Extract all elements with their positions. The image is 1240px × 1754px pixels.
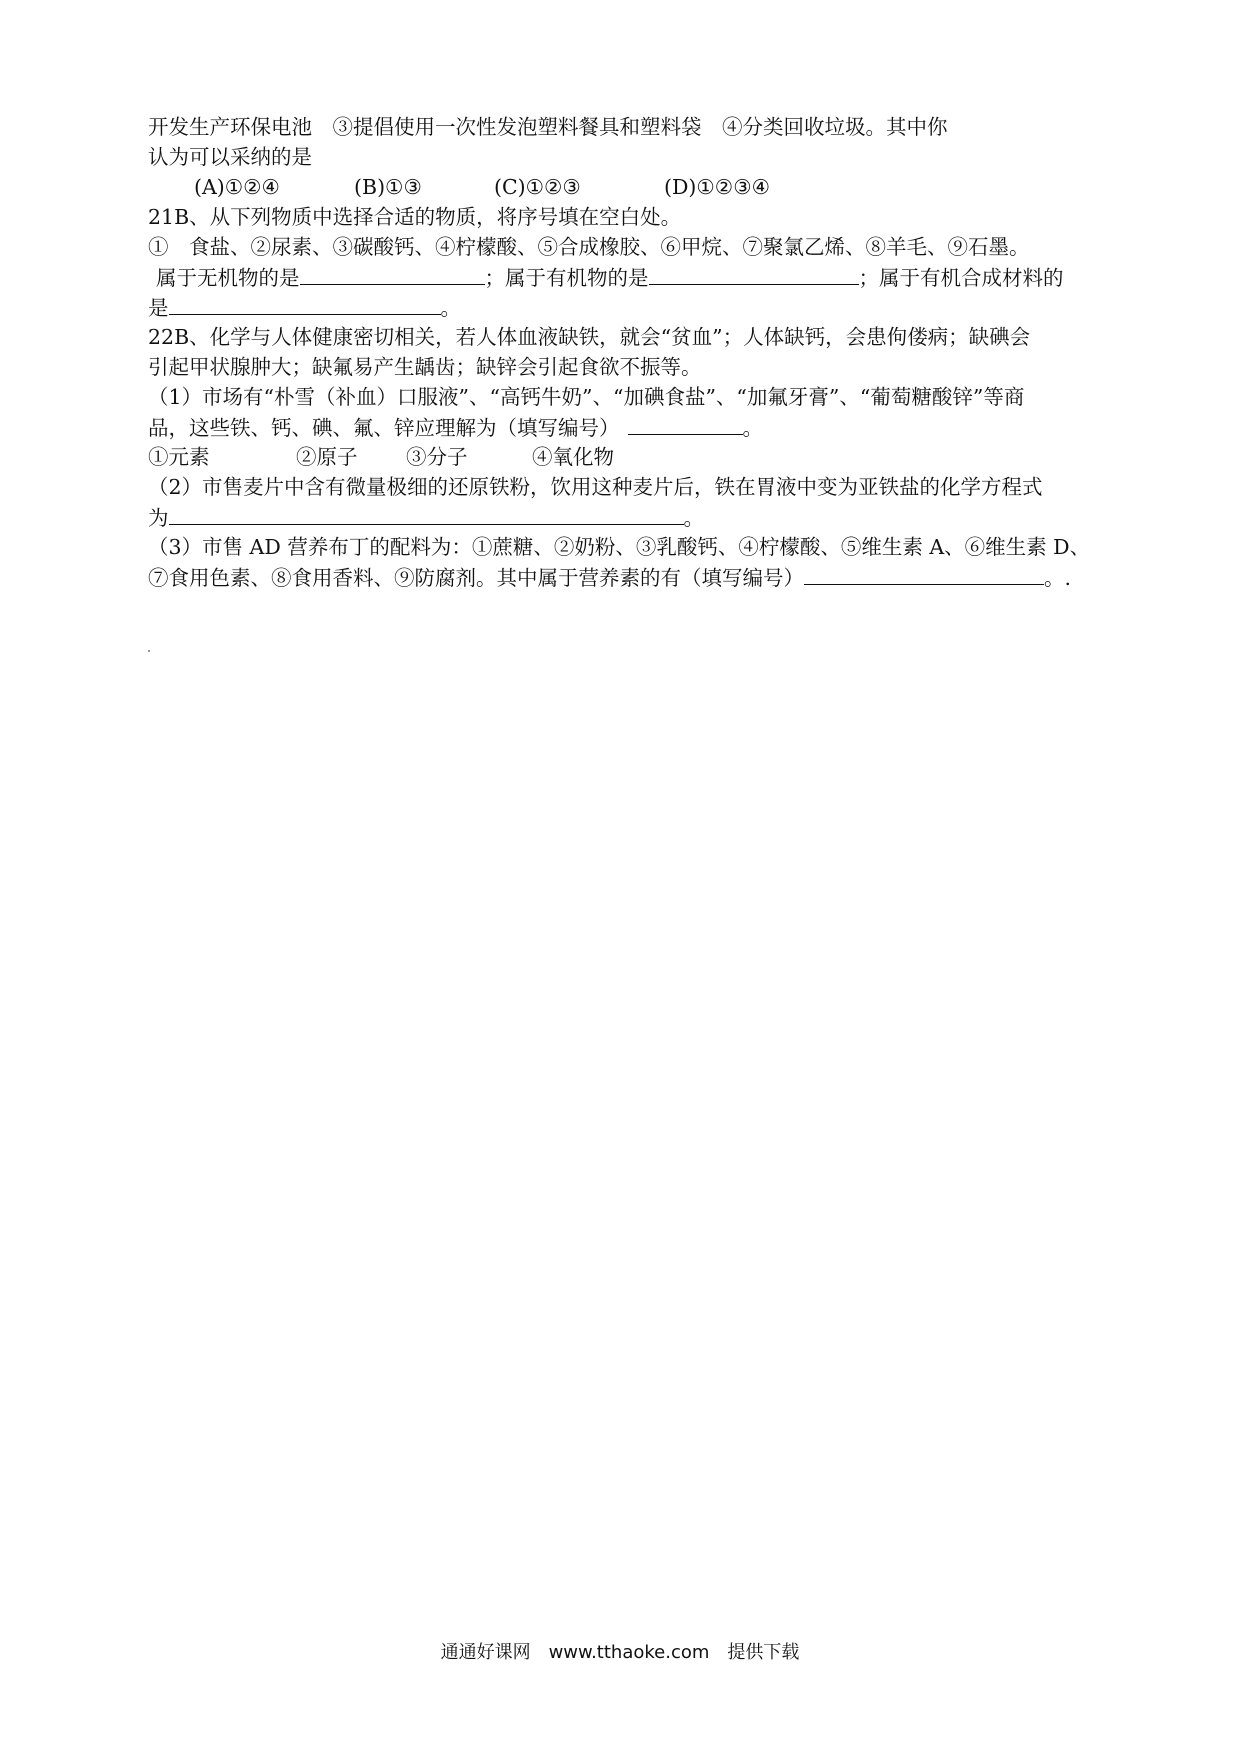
q22-p2-line1: （2）市售麦片中含有微量极细的还原铁粉，饮用这种麦片后，铁在胃液中变为亚铁盐的化学方程式 [148, 475, 1043, 499]
p1-answer-blank[interactable] [628, 412, 743, 435]
option-c: (C)①②③ [494, 175, 581, 199]
q22-p2-line2 [148, 502, 1098, 532]
q22-p1-prompt: 品，这些铁、钙、碘、氟、锌应理解为（填写编号） [148, 416, 620, 440]
q21-prompt-organic: ；属于有机物的是 [484, 266, 649, 290]
stray-dot [148, 650, 150, 652]
p3-answer-blank[interactable] [804, 562, 1044, 585]
q21-prompt-synthetic: ；属于有机合成材料的 [858, 266, 1064, 290]
q21-end-mark: 。 [440, 296, 461, 320]
p1-option-2: ②原子 [296, 445, 358, 469]
p1-option-1: ①元素 [148, 445, 210, 469]
q20-line1: 开发生产环保电池 ③提倡使用一次性发泡塑料餐具和塑料袋 ④分类回收垃圾。其中你 [148, 115, 948, 139]
q22-p1-end: 。 [742, 416, 763, 440]
q22-p3-prompt: ⑦食用色素、⑧食用香料、⑨防腐剂。其中属于营养素的有（填写编号） [148, 566, 804, 590]
inorganic-answer-blank[interactable] [300, 262, 485, 285]
option-a: (A)①②④ [194, 175, 280, 199]
q22-p2-end: 。 [683, 506, 704, 530]
worksheet-body [148, 112, 1098, 592]
q22-stem-line2: 引起甲状腺肿大；缺氟易产生龋齿；缺锌会引起食欲不振等。 [148, 355, 702, 379]
q22-p2-prompt: 为 [148, 506, 169, 530]
q21-stem: 21B、从下列物质中选择合适的物质，将序号填在空白处。 [148, 205, 682, 229]
organic-answer-blank[interactable] [649, 262, 859, 285]
p1-option-4: ④氧化物 [532, 445, 614, 469]
q22-p3-line2 [148, 562, 1098, 592]
q22-p1-line2 [148, 412, 1098, 442]
option-b: (B)①③ [354, 175, 422, 199]
q22-stem-line1: 22B、化学与人体健康密切相关，若人体血液缺铁，就会“贫血”；人体缺钙，会患佝偻病；缺碘会 [148, 325, 1031, 349]
q22-p3-line1: （3）市售 AD 营养布丁的配料为：①蔗糖、②奶粉、③乳酸钙、④柠檬酸、⑤维生素 A、⑥维生素 D、 [148, 535, 1091, 559]
synthetic-answer-blank[interactable] [169, 292, 441, 315]
q20-options [148, 172, 1098, 202]
page-footer: 通通好课网 www.tthaoke.com 提供下载 [440, 1642, 800, 1663]
p2-answer-blank[interactable] [169, 502, 684, 525]
q22-p3-end: 。. [1044, 566, 1072, 590]
q22-p1-line1: （1）市场有“朴雪（补血）口服液”、“高钙牛奶”、“加碘食盐”、“加氟牙膏”、“葡萄糖酸锌”等商 [148, 385, 1025, 409]
option-d: (D)①②③④ [664, 175, 770, 199]
q21-synthetic-line [148, 292, 1098, 322]
q22-p1-options [148, 442, 1098, 472]
p1-option-3: ③分子 [406, 445, 468, 469]
q21-items: ① 食盐、②尿素、③碳酸钙、④柠檬酸、⑤合成橡胶、⑥甲烷、⑦聚氯乙烯、⑧羊毛、⑨石墨。 [148, 235, 1030, 259]
q20-line2: 认为可以采纳的是 [148, 145, 312, 169]
q21-prompts [148, 262, 1098, 292]
q21-prompt-inorganic: 属于无机物的是 [156, 266, 300, 290]
q21-prompt-synthetic-cont: 是 [148, 296, 169, 320]
